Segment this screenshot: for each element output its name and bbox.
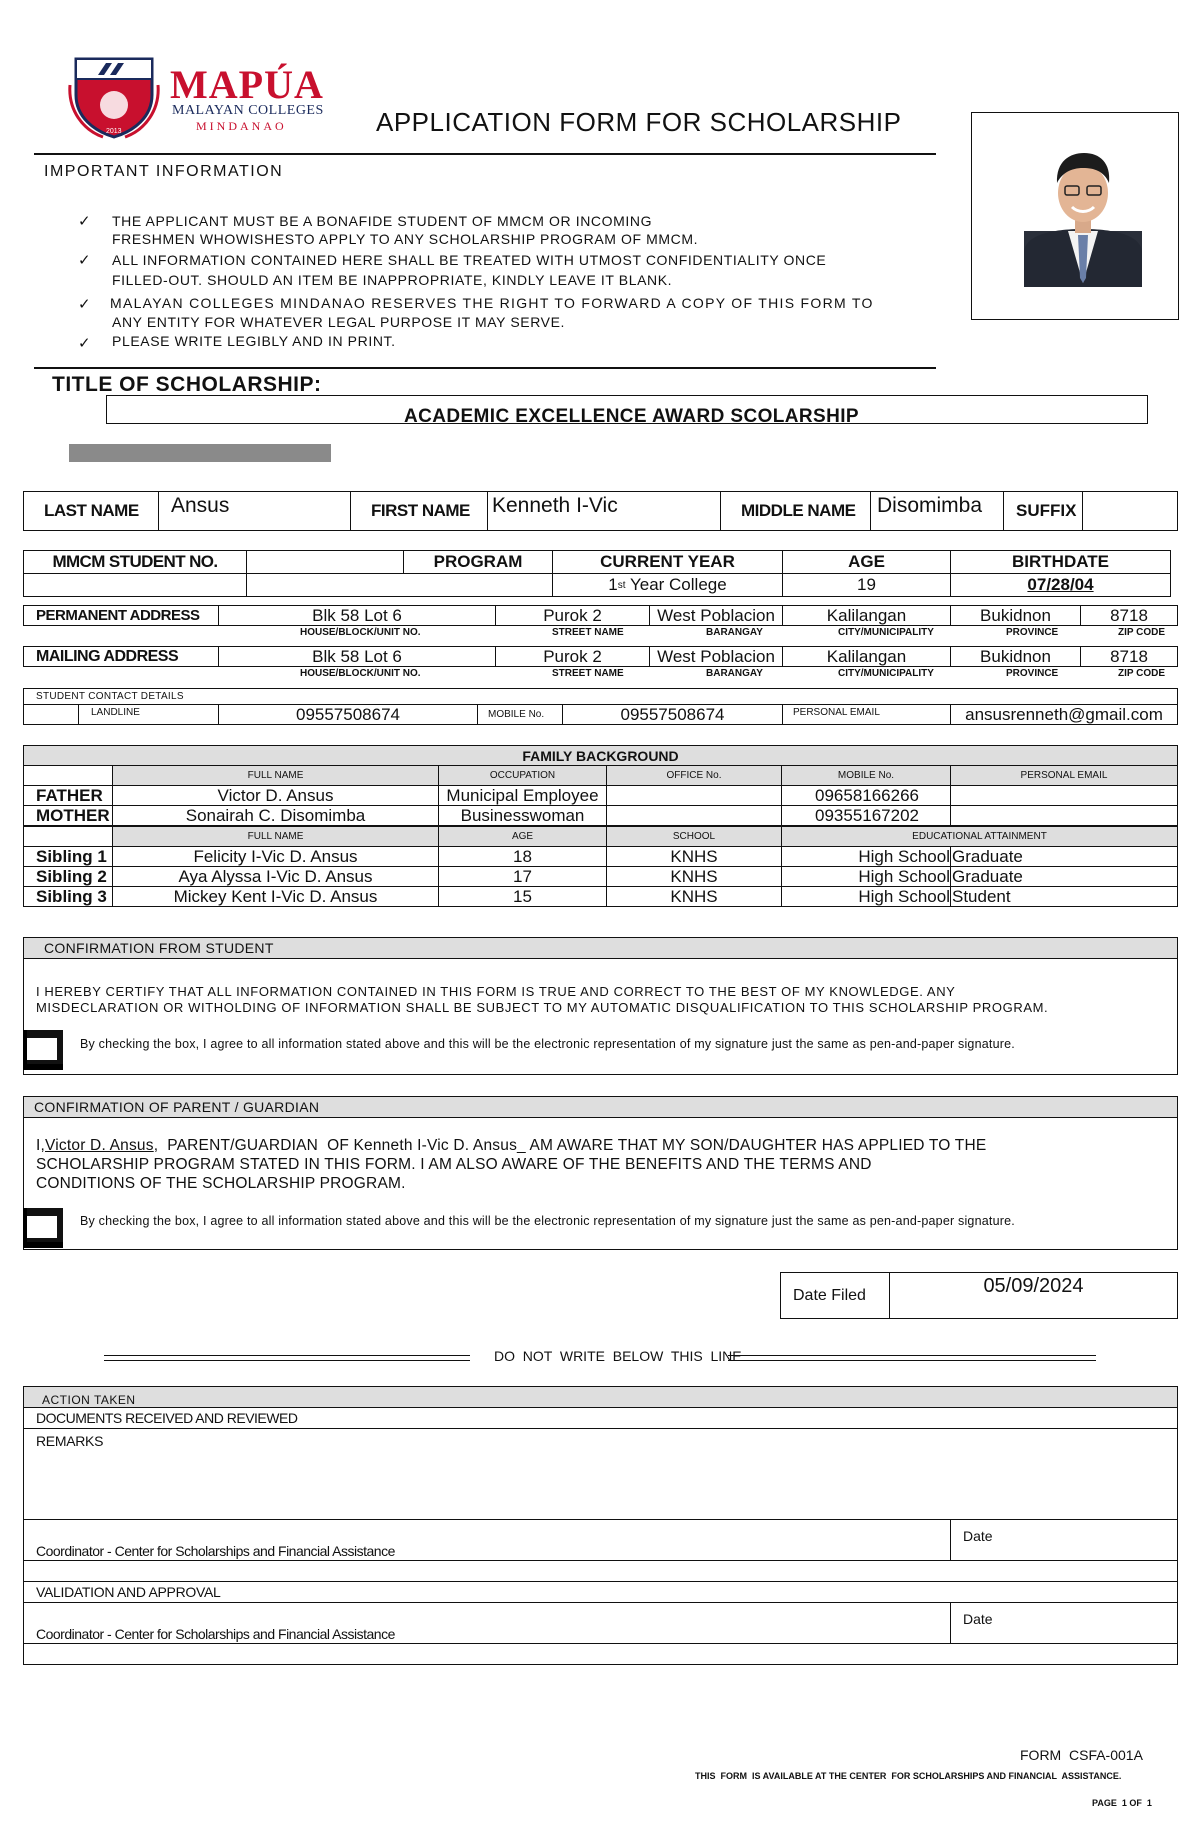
permanent-address-label: PERMANENT ADDRESS xyxy=(23,605,219,626)
sibling-1-status-field[interactable]: Graduate xyxy=(950,846,1178,867)
check-icon: ✓ xyxy=(78,296,91,313)
date-filed-field[interactable]: 05/09/2024 xyxy=(889,1272,1178,1319)
student-no-field[interactable] xyxy=(23,573,247,597)
house-sublabel: HOUSE/BLOCK/UNIT NO. xyxy=(300,668,421,679)
page-number: PAGE 1 OF 1 xyxy=(1092,1798,1152,1808)
first-name-field[interactable]: Kenneth I-Vic xyxy=(487,491,721,531)
middle-name-field[interactable]: Disomimba xyxy=(870,491,1004,531)
sibling-school-header: SCHOOL xyxy=(606,826,782,847)
check-icon: ✓ xyxy=(78,213,91,230)
important-item-4-line-1: PLEASE WRITE LEGIBLY AND IN PRINT. xyxy=(112,333,396,349)
sibling-3-label: Sibling 3 xyxy=(23,886,113,907)
guardian-name: Victor D. Ansus xyxy=(45,1137,154,1154)
logo-subtitle: MALAYAN COLLEGES xyxy=(172,103,324,118)
father-name-field[interactable]: Victor D. Ansus xyxy=(112,785,439,806)
mailing-address-label: MAILING ADDRESS xyxy=(23,646,219,667)
landline-label: LANDLINE xyxy=(78,704,219,725)
important-item-3-line-2: ANY ENTITY FOR WHATEVER LEGAL PURPOSE IT MAY SERVE. xyxy=(112,314,566,330)
program-field[interactable] xyxy=(246,573,553,597)
mother-office-field[interactable] xyxy=(606,805,782,826)
occupation-header: OCCUPATION xyxy=(438,765,607,786)
mobile-label: MOBILE No. xyxy=(477,704,563,725)
student-confirmation-heading: CONFIRMATION FROM STUDENT xyxy=(23,937,1178,959)
parent-mobile-header: MOBILE No. xyxy=(781,765,951,786)
last-name-label: LAST NAME xyxy=(23,491,159,531)
permanent-city-field[interactable]: Kalilangan xyxy=(782,605,951,626)
scholarship-title-field[interactable] xyxy=(106,395,1148,424)
form-code: FORM CSFA-001A xyxy=(1020,1747,1143,1763)
mailing-zip-field[interactable]: 8718 xyxy=(1080,646,1178,667)
mobile-field[interactable]: 09557508674 xyxy=(562,704,783,725)
office-divider-right xyxy=(728,1355,1096,1361)
sibling-3-name-field[interactable]: Mickey Kent I-Vic D. Ansus xyxy=(112,886,439,907)
spacer-row xyxy=(23,1643,1178,1665)
remarks-field[interactable]: REMARKS xyxy=(23,1428,1178,1520)
sibling-1-age-field[interactable]: 18 xyxy=(438,846,607,867)
permanent-zip-field[interactable]: 8718 xyxy=(1080,605,1178,626)
sibling-header-blank xyxy=(23,826,113,847)
scholarship-title-value: ACADEMIC EXCELLENCE AWARD SCOLARSHIP xyxy=(404,406,859,424)
barangay-sublabel: BARANGAY xyxy=(706,668,763,679)
divider xyxy=(34,153,936,155)
date-filed-label: Date Filed xyxy=(780,1272,890,1319)
applicant-photo xyxy=(971,112,1179,320)
permanent-province-field[interactable]: Bukidnon xyxy=(950,605,1081,626)
sibling-3-level-field[interactable]: High School xyxy=(781,886,951,907)
documents-received-row: DOCUMENTS RECEIVED AND REVIEWED xyxy=(23,1407,1178,1429)
permanent-barangay-field[interactable]: West Poblacion xyxy=(649,605,783,626)
student-agree-checkbox[interactable] xyxy=(23,1030,63,1070)
date-field-1[interactable]: Date xyxy=(950,1519,1178,1561)
sibling-2-label: Sibling 2 xyxy=(23,866,113,887)
permanent-street-field[interactable]: Purok 2 xyxy=(495,605,650,626)
age-field[interactable]: 19 xyxy=(782,573,951,597)
important-item-1-line-2: FRESHMEN WHOWISHESTO APPLY TO ANY SCHOLARSHIP PROGRAM OF MMCM. xyxy=(112,231,699,247)
sibling-1-school-field[interactable]: KNHS xyxy=(606,846,782,867)
zip-sublabel: ZIP CODE xyxy=(1118,668,1166,679)
sibling-1-label: Sibling 1 xyxy=(23,846,113,867)
suffix-label: SUFFIX xyxy=(1003,491,1083,531)
scholarship-label: TITLE OF SCHOLARSHIP: xyxy=(52,373,322,396)
current-year-field[interactable]: 1 st Year College xyxy=(552,573,783,597)
sibling-2-school-field[interactable]: KNHS xyxy=(606,866,782,887)
applicant-portrait-icon xyxy=(972,113,1177,318)
middle-name-label: MIDDLE NAME xyxy=(720,491,871,531)
permanent-house-field[interactable]: Blk 58 Lot 6 xyxy=(218,605,496,626)
spacer-row xyxy=(23,1560,1178,1582)
mailing-city-field[interactable]: Kalilangan xyxy=(782,646,951,667)
email-field[interactable]: ansusrenneth@gmail.com xyxy=(950,704,1178,725)
mother-label: MOTHER xyxy=(23,805,113,826)
form-title: APPLICATION FORM FOR SCHOLARSHIP xyxy=(376,107,902,137)
coordinator-signature-1[interactable]: Coordinator - Center for Scholarships and Financial Assistance xyxy=(23,1519,951,1561)
first-name-label: FIRST NAME xyxy=(350,491,488,531)
last-name-field[interactable]: Ansus xyxy=(158,491,351,531)
email-label: PERSONAL EMAIL xyxy=(782,704,951,725)
contact-heading: STUDENT CONTACT DETAILS xyxy=(23,688,1178,705)
sibling-2-level-field[interactable]: High School xyxy=(781,866,951,887)
house-sublabel: HOUSE/BLOCK/UNIT NO. xyxy=(300,627,421,638)
family-heading: FAMILY BACKGROUND xyxy=(23,745,1178,766)
parent-line-1: I,Victor D. Ansus, PARENT/GUARDIAN OF Kenneth I-Vic D. Ansus_ AM AWARE THAT MY SON/DAUGHTER HAS APPLIED TO THE xyxy=(36,1137,987,1154)
parent-line-2: SCHOLARSHIP PROGRAM STATED IN THIS FORM. I AM ALSO AWARE OF THE BENEFITS AND THE TERMS AND xyxy=(36,1156,872,1173)
office-divider-left xyxy=(104,1355,470,1361)
father-email-field[interactable] xyxy=(950,785,1178,806)
contact-indent xyxy=(23,704,79,725)
mother-mobile-field[interactable]: 09355167202 xyxy=(781,805,951,826)
street-sublabel: STREET NAME xyxy=(552,668,624,679)
zip-sublabel: ZIP CODE xyxy=(1118,627,1166,638)
office-divider-text: DO NOT WRITE BELOW THIS LINE xyxy=(494,1348,742,1364)
action-taken-heading: ACTION TAKEN xyxy=(23,1386,1178,1408)
current-year-header: CURRENT YEAR xyxy=(552,550,783,574)
father-occupation-field[interactable]: Municipal Employee xyxy=(438,785,607,806)
parent-line-3: CONDITIONS OF THE SCHOLARSHIP PROGRAM. xyxy=(36,1175,406,1192)
office-no-header: OFFICE No. xyxy=(606,765,782,786)
province-sublabel: PROVINCE xyxy=(1006,627,1059,638)
mailing-street-field[interactable]: Purok 2 xyxy=(495,646,650,667)
redacted-bar xyxy=(69,444,331,462)
educational-attainment-header: EDUCATIONAL ATTAINMENT xyxy=(781,826,1178,847)
mother-email-field[interactable] xyxy=(950,805,1178,826)
parent-confirmation-heading: CONFIRMATION OF PARENT / GUARDIAN xyxy=(23,1096,1178,1118)
form-availability: THIS FORM IS AVAILABLE AT THE CENTER FOR SCHOLARSHIPS AND FINANCIAL ASSISTANCE. xyxy=(695,1771,1122,1781)
student-agree-text: By checking the box, I agree to all information stated above and this will be the electronic representation of my signature just the same as pen-and-paper signature. xyxy=(80,1037,1015,1051)
father-office-field[interactable] xyxy=(606,785,782,806)
important-item-3-line-1: MALAYAN COLLEGES MINDANAO RESERVES THE RIGHT TO FORWARD A COPY OF THIS FORM TO xyxy=(110,295,874,311)
suffix-field[interactable] xyxy=(1082,491,1178,531)
parent-agree-text: By checking the box, I agree to all information stated above and this will be the electronic representation of my signature just the same as pen-and-paper signature. xyxy=(80,1214,1015,1228)
sibling-age-header: AGE xyxy=(438,826,607,847)
father-mobile-field[interactable]: 09658166266 xyxy=(781,785,951,806)
parent-email-header: PERSONAL EMAIL xyxy=(950,765,1178,786)
mother-name-field[interactable]: Sonairah C. Disomimba xyxy=(112,805,439,826)
birthdate-field[interactable]: 07/28/04 xyxy=(950,573,1171,597)
logo-title: MAPÚA xyxy=(170,62,324,107)
student-certify-line-2: MISDECLARATION OR WITHOLDING OF INFORMATION SHALL BE SUBJECT TO MY AUTOMATIC DISQUALIFICATION TO THIS SCHOLARSHIP PROGRAM. xyxy=(36,1000,1049,1015)
landline-field[interactable]: 09557508674 xyxy=(218,704,478,725)
sibling-3-age-field[interactable]: 15 xyxy=(438,886,607,907)
sibling-1-name-field[interactable]: Felicity I-Vic D. Ansus xyxy=(112,846,439,867)
mailing-barangay-field[interactable]: West Poblacion xyxy=(649,646,783,667)
important-heading: IMPORTANT INFORMATION xyxy=(44,163,284,180)
city-sublabel: CITY/MUNICIPALITY xyxy=(838,627,934,638)
city-sublabel: CITY/MUNICIPALITY xyxy=(838,668,934,679)
student-certify-line-1: I HEREBY CERTIFY THAT ALL INFORMATION CONTAINED IN THIS FORM IS TRUE AND CORRECT TO THE BEST OF MY KNOWLEDGE. ANY xyxy=(36,984,956,999)
divider xyxy=(34,367,936,369)
mailing-house-field[interactable]: Blk 58 Lot 6 xyxy=(218,646,496,667)
date-field-2[interactable]: Date xyxy=(950,1602,1178,1644)
logo-subtitle-2: MINDANAO xyxy=(196,119,287,133)
age-header: AGE xyxy=(782,550,951,574)
student-no-header: MMCM STUDENT NO. xyxy=(23,550,247,574)
parent-fullname-header: FULL NAME xyxy=(112,765,439,786)
important-item-2-line-2: FILLED-OUT. SHOULD AN ITEM BE INAPPROPRIATE, KINDLY LEAVE IT BLANK. xyxy=(112,272,673,288)
parent-header-blank xyxy=(23,765,113,786)
barangay-sublabel: BARANGAY xyxy=(706,627,763,638)
mailing-province-field[interactable]: Bukidnon xyxy=(950,646,1081,667)
coordinator-signature-2[interactable]: Coordinator - Center for Scholarships and Financial Assistance xyxy=(23,1602,951,1644)
province-sublabel: PROVINCE xyxy=(1006,668,1059,679)
important-item-2-line-1: ALL INFORMATION CONTAINED HERE SHALL BE TREATED WITH UTMOST CONFIDENTIALITY ONCE xyxy=(112,252,827,268)
important-item-1-line-1: THE APPLICANT MUST BE A BONAFIDE STUDENT OF MMCM OR INCOMING xyxy=(112,213,653,229)
parent-agree-checkbox[interactable] xyxy=(23,1208,63,1248)
sibling-1-level-field[interactable]: High School xyxy=(781,846,951,867)
school-logo xyxy=(68,55,338,140)
check-icon: ✓ xyxy=(78,335,91,352)
logo-year: 2013 xyxy=(106,128,122,135)
mother-occupation-field[interactable]: Businesswoman xyxy=(438,805,607,826)
sibling-3-school-field[interactable]: KNHS xyxy=(606,886,782,907)
student-confirmation-body xyxy=(23,958,1178,1075)
check-icon: ✓ xyxy=(78,252,91,269)
sibling-2-age-field[interactable]: 17 xyxy=(438,866,607,887)
validation-row: VALIDATION AND APPROVAL xyxy=(23,1581,1178,1603)
street-sublabel: STREET NAME xyxy=(552,627,624,638)
program-header: PROGRAM xyxy=(403,550,553,574)
father-label: FATHER xyxy=(23,785,113,806)
sibling-2-name-field[interactable]: Aya Alyssa I-Vic D. Ansus xyxy=(112,866,439,887)
sibling-2-status-field[interactable]: Graduate xyxy=(950,866,1178,887)
student-no-header-blank xyxy=(246,550,404,574)
birthdate-header: BIRTHDATE xyxy=(950,550,1171,574)
sibling-3-status-field[interactable]: Student xyxy=(950,886,1178,907)
sibling-fullname-header: FULL NAME xyxy=(112,826,439,847)
